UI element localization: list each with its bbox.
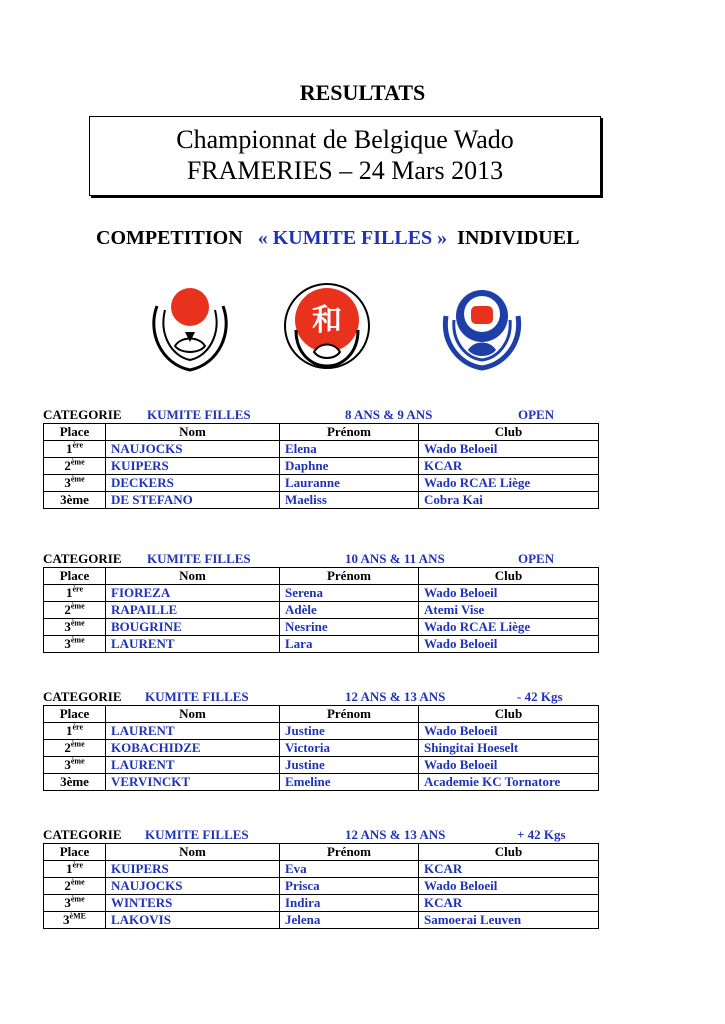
- column-header: Prénom: [280, 568, 419, 585]
- table-row: [44, 441, 599, 458]
- column-header: Prénom: [280, 424, 419, 441]
- prenom-cell: Justine: [280, 757, 419, 774]
- category-weight: - 42 Kgs: [517, 689, 563, 704]
- category-label: CATEGORIE: [43, 551, 122, 566]
- club-cell: Academie KC Tornatore: [419, 774, 599, 791]
- place-cell: 3èME: [44, 912, 106, 929]
- place-cell: 3ème: [44, 757, 106, 774]
- prenom-cell: Justine: [280, 723, 419, 740]
- place-cell: 1ère: [44, 441, 106, 458]
- column-header: Club: [419, 706, 599, 723]
- table-row: [44, 492, 599, 509]
- category-age: 8 ANS & 9 ANS: [345, 407, 433, 422]
- nom-cell: DE STEFANO: [106, 492, 280, 509]
- wa-kanji-dove-logo: [282, 280, 372, 372]
- place-cell: 3ème: [44, 619, 106, 636]
- nom-cell: BOUGRINE: [106, 619, 280, 636]
- category-label: CATEGORIE: [43, 407, 122, 422]
- nom-cell: LAURENT: [106, 723, 280, 740]
- column-header: Nom: [106, 844, 280, 861]
- place-cell: 3ème: [44, 492, 106, 509]
- red-sun-dove-logo: [145, 280, 235, 376]
- table-row: [44, 774, 599, 791]
- table-row: [44, 912, 599, 929]
- nom-cell: LAKOVIS: [106, 912, 280, 929]
- prenom-cell: Lauranne: [280, 475, 419, 492]
- column-header: Nom: [106, 424, 280, 441]
- category-name: KUMITE FILLES: [145, 689, 249, 704]
- club-cell: Wado RCAE Liège: [419, 475, 599, 492]
- column-header: Prénom: [280, 706, 419, 723]
- column-header: Place: [44, 706, 106, 723]
- nom-cell: LAURENT: [106, 636, 280, 653]
- category-section: [43, 689, 598, 791]
- prenom-cell: Adèle: [280, 602, 419, 619]
- column-header: Nom: [106, 568, 280, 585]
- prenom-cell: Lara: [280, 636, 419, 653]
- competition-name: « KUMITE FILLES »: [257, 227, 448, 249]
- prenom-cell: Nesrine: [280, 619, 419, 636]
- location-date: FRAMERIES – 24 Mars 2013: [186, 156, 504, 185]
- club-cell: KCAR: [419, 458, 599, 475]
- table-row: [44, 723, 599, 740]
- category-age: 12 ANS & 13 ANS: [345, 827, 446, 842]
- nom-cell: KOBACHIDZE: [106, 740, 280, 757]
- category-age: 10 ANS & 11 ANS: [345, 551, 445, 566]
- nom-cell: VERVINCKT: [106, 774, 280, 791]
- prenom-cell: Emeline: [280, 774, 419, 791]
- table-row: [44, 636, 599, 653]
- place-cell: 2ème: [44, 458, 106, 475]
- nom-cell: KUIPERS: [106, 458, 280, 475]
- club-cell: Atemi Vise: [419, 602, 599, 619]
- prenom-cell: Eva: [280, 861, 419, 878]
- club-cell: Samoerai Leuven: [419, 912, 599, 929]
- prenom-cell: Victoria: [280, 740, 419, 757]
- fist-dove-logo: [438, 280, 526, 372]
- championship-title: Championnat de Belgique Wado: [176, 125, 514, 154]
- column-header: Club: [419, 424, 599, 441]
- club-cell: Wado Beloeil: [419, 585, 599, 602]
- nom-cell: NAUJOCKS: [106, 878, 280, 895]
- category-header: [43, 827, 598, 843]
- place-cell: 1ère: [44, 585, 106, 602]
- category-weight: + 42 Kgs: [517, 827, 566, 842]
- kanji-text: 和: [312, 303, 342, 338]
- place-cell: 2ème: [44, 740, 106, 757]
- column-header: Place: [44, 424, 106, 441]
- title-box: [89, 116, 601, 196]
- prenom-cell: Daphne: [280, 458, 419, 475]
- results-table: [43, 423, 599, 509]
- table-row: [44, 619, 599, 636]
- place-cell: 3ème: [44, 636, 106, 653]
- logos-row: [0, 280, 725, 380]
- table-row: [44, 878, 599, 895]
- category-name: KUMITE FILLES: [147, 407, 251, 422]
- table-header-row: [44, 424, 599, 441]
- nom-cell: NAUJOCKS: [106, 441, 280, 458]
- column-header: Nom: [106, 706, 280, 723]
- nom-cell: WINTERS: [106, 895, 280, 912]
- category-weight: OPEN: [518, 407, 555, 422]
- table-header-row: [44, 706, 599, 723]
- competition-prefix: COMPETITION: [96, 227, 243, 249]
- category-section: [43, 551, 598, 653]
- club-cell: Wado Beloeil: [419, 878, 599, 895]
- club-cell: Cobra Kai: [419, 492, 599, 509]
- results-table: [43, 843, 599, 929]
- column-header: Place: [44, 844, 106, 861]
- nom-cell: DECKERS: [106, 475, 280, 492]
- club-cell: KCAR: [419, 895, 599, 912]
- table-header-row: [44, 844, 599, 861]
- place-cell: 3ème: [44, 774, 106, 791]
- table-row: [44, 475, 599, 492]
- nom-cell: KUIPERS: [106, 861, 280, 878]
- page-title: RESULTATS: [299, 80, 426, 105]
- place-cell: 2ème: [44, 878, 106, 895]
- place-cell: 1ère: [44, 861, 106, 878]
- table-row: [44, 602, 599, 619]
- column-header: Place: [44, 568, 106, 585]
- results-table: [43, 705, 599, 791]
- table-row: [44, 757, 599, 774]
- category-section: [43, 827, 598, 929]
- prenom-cell: Serena: [280, 585, 419, 602]
- column-header: Club: [419, 844, 599, 861]
- category-section: [43, 407, 598, 509]
- category-label: CATEGORIE: [43, 827, 122, 842]
- table-row: [44, 740, 599, 757]
- column-header: Club: [419, 568, 599, 585]
- place-cell: 3ème: [44, 895, 106, 912]
- category-label: CATEGORIE: [43, 689, 122, 704]
- competition-suffix: INDIVIDUEL: [457, 227, 580, 249]
- club-cell: Wado Beloeil: [419, 441, 599, 458]
- category-header: [43, 551, 598, 567]
- category-name: KUMITE FILLES: [145, 827, 249, 842]
- prenom-cell: Maeliss: [280, 492, 419, 509]
- table-row: [44, 585, 599, 602]
- table-row: [44, 895, 599, 912]
- club-cell: Wado Beloeil: [419, 723, 599, 740]
- club-cell: Wado Beloeil: [419, 636, 599, 653]
- results-table: [43, 567, 599, 653]
- place-cell: 2ème: [44, 602, 106, 619]
- club-cell: Wado Beloeil: [419, 757, 599, 774]
- competition-heading: [96, 227, 579, 250]
- category-header: [43, 689, 598, 705]
- column-header: Prénom: [280, 844, 419, 861]
- table-row: [44, 861, 599, 878]
- prenom-cell: Prisca: [280, 878, 419, 895]
- club-cell: Shingitai Hoeselt: [419, 740, 599, 757]
- nom-cell: LAURENT: [106, 757, 280, 774]
- table-header-row: [44, 568, 599, 585]
- prenom-cell: Indira: [280, 895, 419, 912]
- club-cell: KCAR: [419, 861, 599, 878]
- club-cell: Wado RCAE Liège: [419, 619, 599, 636]
- category-header: [43, 407, 598, 423]
- place-cell: 1ère: [44, 723, 106, 740]
- category-name: KUMITE FILLES: [147, 551, 251, 566]
- prenom-cell: Jelena: [280, 912, 419, 929]
- place-cell: 3ème: [44, 475, 106, 492]
- nom-cell: FIOREZA: [106, 585, 280, 602]
- category-weight: OPEN: [518, 551, 555, 566]
- nom-cell: RAPAILLE: [106, 602, 280, 619]
- table-row: [44, 458, 599, 475]
- category-age: 12 ANS & 13 ANS: [345, 689, 446, 704]
- prenom-cell: Elena: [280, 441, 419, 458]
